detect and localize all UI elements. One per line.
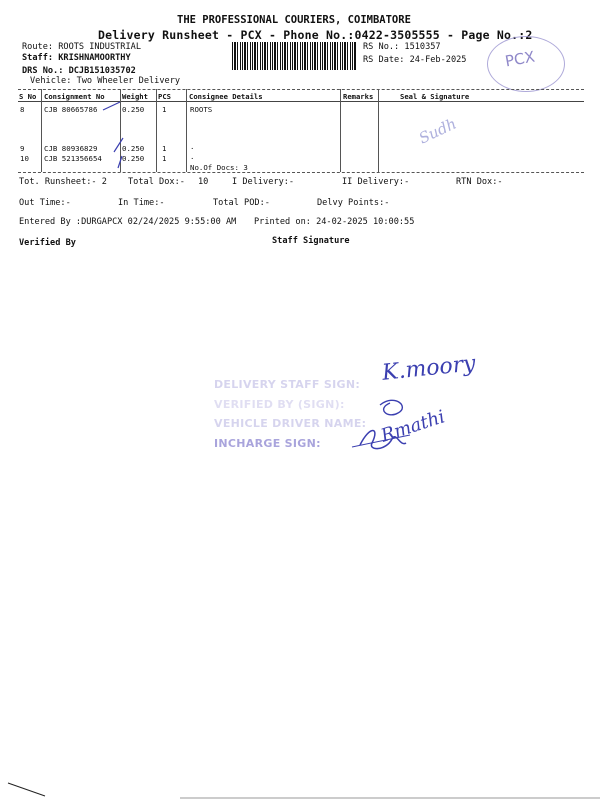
company-title: THE PROFESSIONAL COURIERS, COIMBATORE — [177, 14, 411, 26]
i-delivery: I Delivery:- — [232, 177, 295, 187]
col-divider — [41, 89, 42, 172]
stamp-delivery-staff-sign: DELIVERY STAFF SIGN: — [214, 378, 361, 391]
staff-signature: Staff Signature — [272, 236, 350, 246]
signature-kmoory: K.moory — [380, 351, 477, 386]
total-dox: Total Dox:- — [128, 177, 185, 187]
row-weight: 0.250 — [122, 144, 145, 153]
stamp-verified-by: VERIFIED BY (SIGN): — [214, 398, 345, 411]
total-dox-value: 10 — [198, 177, 209, 187]
header-pcs: PCS — [158, 92, 171, 101]
runsheet-subtitle: Delivery Runsheet - PCX - Phone No.:0422-3505555 - Page No.:2 — [98, 28, 533, 42]
table-top-border — [18, 89, 584, 90]
in-time: In Time:- — [118, 198, 165, 208]
col-divider — [378, 89, 379, 172]
entered-by: Entered By :DURGAPCX 02/24/2025 9:55:00 AM — [19, 217, 237, 227]
row-consignee: ROOTS — [190, 105, 213, 114]
rtn-dox: RTN Dox:- — [456, 177, 503, 187]
tick-marks — [100, 98, 140, 178]
pcx-stamp-text: PCX — [503, 47, 537, 71]
drs-label: DRS No.: DCJB151035702 — [22, 66, 136, 76]
staff-label: Staff: KRISHNAMOORTHY — [22, 53, 131, 63]
total-pod: Total POD:- — [213, 198, 270, 208]
stamp-incharge-sign: INCHARGE SIGN: — [214, 437, 321, 450]
row-pcs: 1 — [162, 105, 167, 114]
row-consignment: CJB 521356654 — [44, 154, 102, 163]
rs-no-label: RS No.: 1510357 — [363, 42, 441, 52]
scribble-signatures — [340, 385, 460, 465]
rs-date-label: RS Date: 24-Feb-2025 — [363, 55, 467, 65]
seal-signature-handwriting: Sudh — [416, 114, 460, 148]
scan-edge-lines — [0, 780, 600, 800]
barcode — [232, 42, 356, 70]
stamp-vehicle-driver: VEHICLE DRIVER NAME: — [214, 417, 367, 430]
row-sno: 10 — [20, 154, 29, 163]
row-consignee: . — [190, 152, 195, 161]
row-consignment: CJB 80665786 — [44, 105, 98, 114]
header-remarks: Remarks — [343, 92, 374, 101]
header-weight: Weight — [122, 92, 148, 101]
header-consignment: Consignment No — [44, 92, 105, 101]
row-pcs: 1 — [162, 144, 167, 153]
route-label: Route: ROOTS INDUSTRIAL — [22, 42, 141, 52]
out-time: Out Time:- — [19, 198, 71, 208]
row-weight: 0.250 — [122, 154, 145, 163]
header-sno: S No — [19, 92, 37, 101]
no-of-docs: No.Of Docs: 3 — [190, 163, 248, 172]
col-divider — [340, 89, 341, 172]
row-consignment: CJB 80936829 — [44, 144, 98, 153]
header-seal: Seal & Signature — [400, 92, 470, 101]
signature-rmathi: Rmathi — [378, 406, 448, 447]
row-weight: 0.250 — [122, 105, 145, 114]
delvy-points: Delvy Points:- — [317, 198, 390, 208]
vehicle-label: Vehicle: Two Wheeler Delivery — [30, 76, 181, 86]
row-consignee: . — [190, 142, 195, 151]
row-sno: 9 — [20, 144, 25, 153]
col-divider — [156, 89, 157, 172]
verified-by: Verified By — [19, 238, 76, 248]
row-pcs: 1 — [162, 154, 167, 163]
header-consignee: Consignee Details — [189, 92, 263, 101]
row-sno: 8 — [20, 105, 25, 114]
printed-on: Printed on: 24-02-2025 10:00:55 — [254, 217, 415, 227]
tot-runsheet: Tot. Runsheet:- 2 — [19, 177, 107, 187]
ii-delivery: II Delivery:- — [342, 177, 410, 187]
col-divider — [186, 89, 187, 172]
